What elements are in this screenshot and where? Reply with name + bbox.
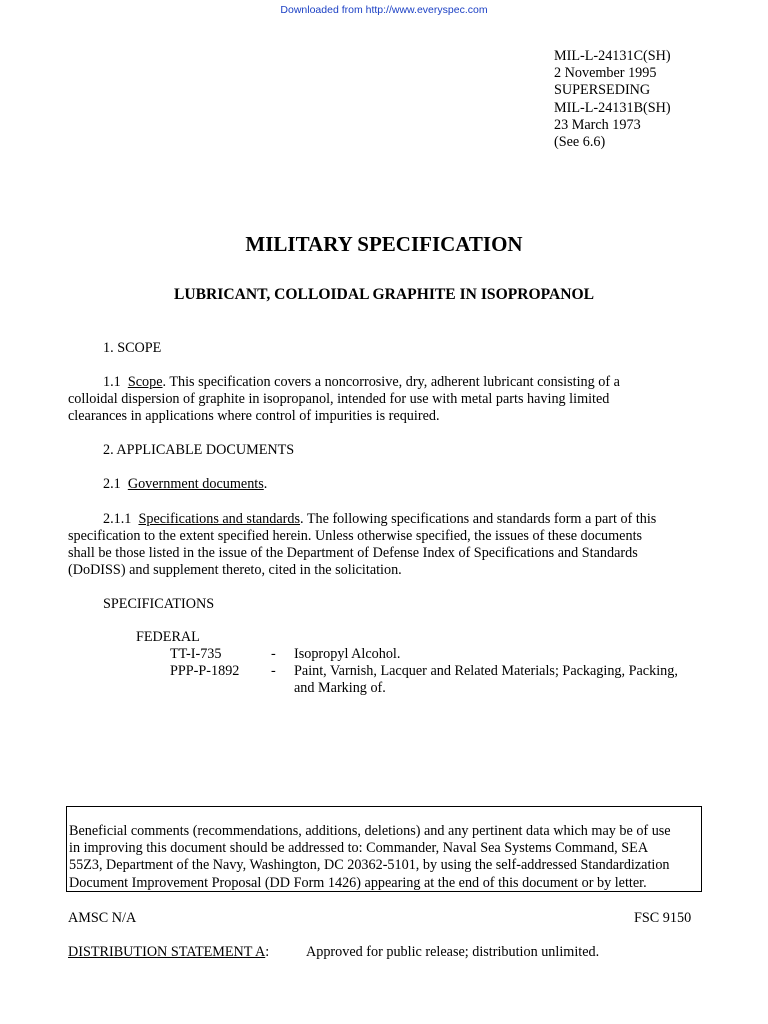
spec-dash: - [271, 646, 276, 662]
paragraph-text-line: colloidal dispersion of graphite in isopropanol, intended for use with metal parts having limited [68, 391, 610, 407]
federal-heading: FEDERAL [136, 629, 200, 645]
paragraph-number: 2.1 [103, 476, 121, 492]
superseded-date: 23 March 1973 [554, 116, 641, 133]
comment-box-line: 55Z3, Department of the Navy, Washington, DC 20362-5101, by using the self-addressed Standardization [69, 857, 670, 874]
paragraph-number: 2.1.1 [103, 511, 132, 527]
see-note: (See 6.6) [554, 134, 606, 151]
page-subtitle: LUBRICANT, COLLOIDAL GRAPHITE IN ISOPROPANOL [173, 286, 595, 303]
specifications-heading: SPECIFICATIONS [103, 596, 215, 612]
amsc-code: AMSC N/A [68, 910, 137, 926]
paragraph-text-line: specification to the extent specified herein. Unless otherwise specified, the issues of these documents [68, 528, 643, 544]
superseded-number: MIL-L-24131B(SH) [554, 99, 671, 116]
paragraph-text-line: (DoDISS) and supplement thereto, cited in the solicitation. [68, 562, 402, 578]
comment-box-line: Document Improvement Proposal (DD Form 1426) appearing at the end of this document or by letter. [69, 874, 647, 891]
document-number: MIL-L-24131C(SH) [554, 48, 671, 64]
section-1-heading: 1. SCOPE [103, 340, 162, 356]
comment-box [66, 806, 702, 892]
paragraph-1-1 [68, 374, 700, 425]
spec-description: Paint, Varnish, Lacquer and Related Materials; Packaging, Packing, [294, 663, 678, 679]
paragraph-2-1-1 [68, 511, 700, 579]
page-title: MILITARY SPECIFICATION [245, 232, 523, 256]
paragraph-text-line: clearances in applications where control of impurities is required. [68, 408, 440, 424]
section-2-heading: 2. APPLICABLE DOCUMENTS [103, 442, 295, 458]
spec-dash: - [271, 663, 276, 679]
paragraph-text-line: . The following specifications and standards form a part of this [300, 511, 657, 527]
paragraph-2-1 [103, 476, 267, 493]
distribution-statement [68, 944, 269, 961]
comment-box-line: in improving this document should be addressed to: Commander, Naval Sea Systems Command, SEA [69, 840, 649, 857]
paragraph-text-line: . This specification covers a noncorrosive, dry, adherent lubricant consisting of a [162, 374, 620, 390]
paragraph-number: 1.1 [103, 374, 121, 390]
comment-box-line: Beneficial comments (recommendations, additions, deletions) and any pertinent data which may be of use [69, 823, 671, 839]
spec-description: Isopropyl Alcohol. [294, 646, 401, 662]
distribution-text: Approved for public release; distribution unlimited. [306, 944, 600, 960]
document-id-block [554, 48, 671, 151]
distribution-label: DISTRIBUTION STATEMENT A [68, 944, 266, 960]
paragraph-period: . [263, 476, 268, 492]
spec-description: and Marking of. [294, 680, 386, 696]
spec-id: PPP-P-1892 [170, 663, 240, 679]
spec-id: TT-I-735 [170, 646, 222, 662]
superseding-label: SUPERSEDING [554, 82, 651, 99]
paragraph-title: Government documents [127, 476, 264, 492]
document-date: 2 November 1995 [554, 65, 657, 82]
paragraph-title: Scope [127, 374, 163, 390]
paragraph-title: Specifications and standards [138, 511, 301, 527]
fsc-code: FSC 9150 [634, 910, 692, 926]
download-source-link[interactable]: Downloaded from http://www.everyspec.com [280, 4, 488, 16]
distribution-colon: : [265, 944, 270, 960]
paragraph-text-line: shall be those listed in the issue of the Department of Defense Index of Specifications and Standards [68, 545, 638, 561]
